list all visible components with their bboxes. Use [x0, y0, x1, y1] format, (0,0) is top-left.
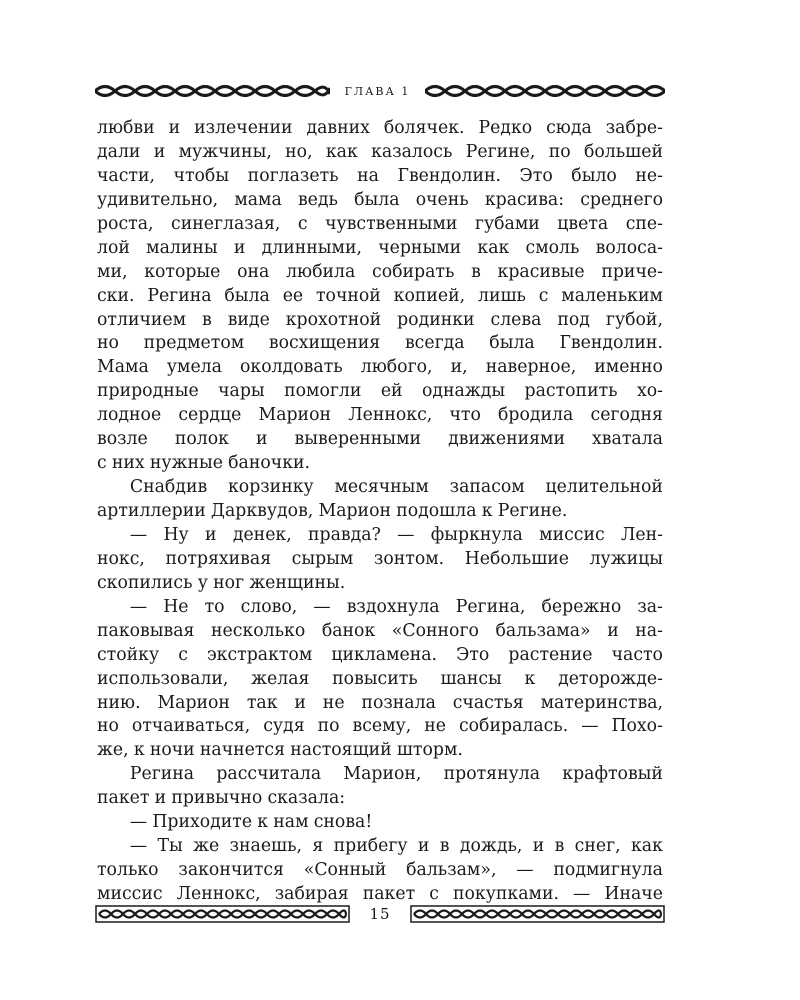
- text-line: природные чары помогли ей однажды растопить хо-: [97, 381, 663, 402]
- text-line: дали и мужчины, но, как казалось Регине, по большей: [97, 141, 663, 162]
- text-line: — Не то слово, — вздохнула Регина, бережно за-: [129, 596, 663, 617]
- text-line: нию. Марион так и не познала счастья материнства,: [97, 692, 663, 713]
- text-line: лой малины и длинными, черными как смоль волоса-: [97, 237, 663, 258]
- text-line: Мама умела околдовать любого, и, наверное, именно: [97, 357, 663, 378]
- text-line: только закончится «Сонный бальзам», — подмигнула: [97, 860, 663, 881]
- text-line: паковывая несколько банок «Сонного бальзама» и на-: [97, 620, 663, 641]
- text-line: удивительно, мама ведь была очень красива: среднего: [97, 189, 663, 210]
- running-header: [95, 76, 665, 106]
- text-line: нокс, потряхивая сырым зонтом. Небольшие лужицы: [97, 548, 663, 569]
- text-line: ски. Регина была ее точной копией, лишь с маленьким: [97, 285, 663, 306]
- text-line: артиллерии Дарквудов, Марион подошла к Регине.: [97, 501, 568, 521]
- text-line: роста, синеглазая, с чувственными губами цвета спе-: [97, 213, 663, 234]
- text-line: части, чтобы поглазеть на Гвендолин. Это было не-: [97, 165, 663, 186]
- text-line: скопились у ног женщины.: [97, 572, 346, 593]
- text-line: отличием в виде крохотной родинки слева под губой,: [97, 309, 663, 330]
- text-line: Регина рассчитала Марион, протянула крафтовый: [129, 764, 663, 785]
- chapter-title: ГЛАВА 1: [344, 84, 411, 98]
- text-line: ми, которые она любила собирать в красивые приче-: [97, 261, 663, 282]
- knot-ornament-right: [410, 903, 665, 925]
- text-line: любви и излечении давних болячек. Редко сюда забре-: [97, 118, 663, 138]
- text-line: с них нужные баночки.: [97, 453, 311, 474]
- text-line: Снабдив корзинку месячным запасом целительной: [129, 477, 663, 498]
- running-footer: [95, 900, 665, 928]
- text-line: — Ну и денек, правда? — фыркнула миссис Лен-: [129, 524, 663, 545]
- text-line: миссис Леннокс, забирая пакет с покупками. — Иначе: [97, 884, 663, 904]
- text-line: — Ты же знаешь, я прибегу и в дождь, и в снег, как: [129, 836, 663, 857]
- text-line: лодное сердце Марион Леннокс, что бродила сегодня: [97, 405, 663, 426]
- knot-ornament-left: [95, 903, 350, 925]
- text-line: использовали, желая повысить шансы к деторожде-: [97, 668, 663, 689]
- text-line: стойку с экстрактом цикламена. Это растение часто: [97, 644, 663, 665]
- text-line: пакет и привычно сказала:: [97, 788, 346, 809]
- text-line: возле полок и выверенными движениями хватала: [97, 429, 663, 450]
- braid-ornament-left: [95, 80, 330, 102]
- text-line: но отчаиваться, судя по всему, не собиралась. — Похо-: [97, 716, 663, 737]
- text-line: — Приходите к нам снова!: [129, 812, 373, 833]
- body-text: [97, 117, 663, 907]
- braid-ornament-right: [425, 80, 665, 102]
- page-number: 15: [369, 905, 391, 923]
- text-line: же, к ночи начнется настоящий шторм.: [97, 740, 463, 761]
- text-line: но предметом восхищения всегда была Гвендолин.: [97, 333, 663, 354]
